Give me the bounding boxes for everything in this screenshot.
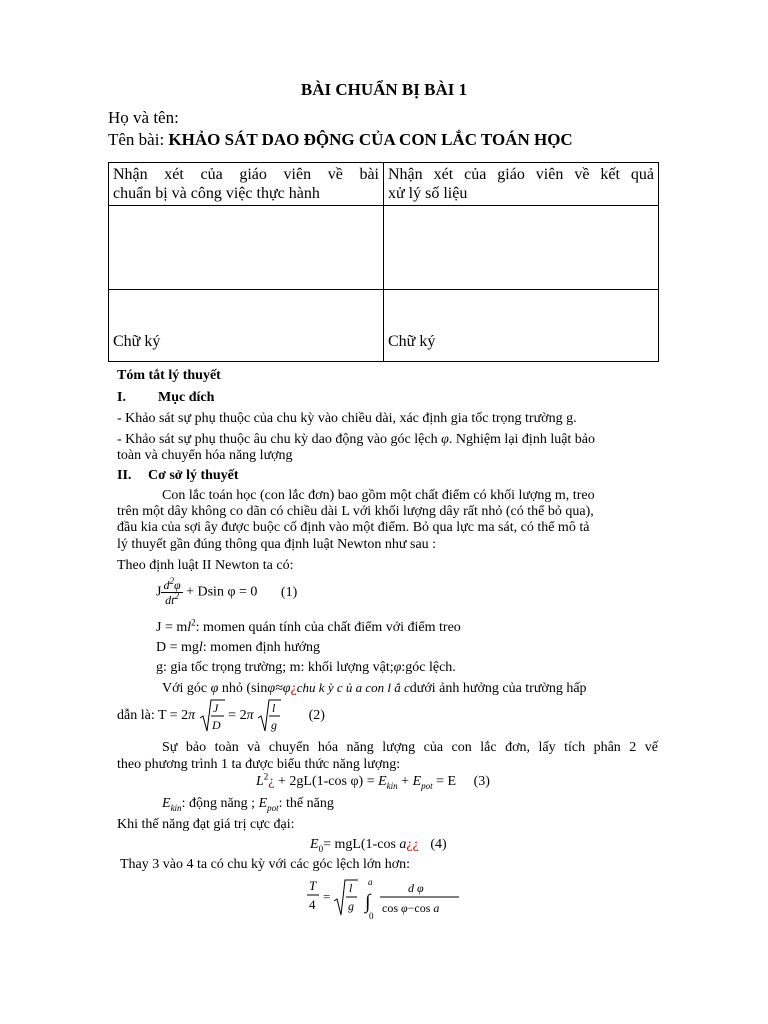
svg-text:=: =: [323, 889, 331, 904]
comment-box-results: [384, 206, 659, 290]
equation-1: J $\frac{d^2\varphi}{dt^2}$ + Dsin φ = 0 (1): [156, 576, 298, 607]
purpose-item-2-cont: toàn và chuyển hóa năng lượng: [117, 448, 293, 463]
j-definition: $J = ml^2$: momen quán tính của chất điểm với điểm treo: [156, 617, 461, 635]
equation-2: dẫn là: T = 2π J D = 2π l g (2): [117, 698, 325, 734]
period-integral-formula: [306, 875, 466, 923]
d-definition: D = mgl: momen định hướng: [156, 640, 321, 655]
teacher-comment-results-header: Nhận xét của giáo viên về kết quả xử lý số liệu: [384, 163, 659, 206]
theory-heading: Tóm tắt lý thuyết: [117, 368, 221, 383]
equation-2-number: (2): [308, 708, 325, 723]
small-angle-line: Với góc φ nhỏ (sinφ≈φ¿chu k ỳ c ủ a con l ắ cdưới ảnh hưởng của trường hấp: [162, 680, 587, 696]
svg-text:cos φ−cos a: cos φ−cos a: [382, 901, 440, 915]
sqrt-icon: [257, 698, 281, 734]
equation-3: $L^2¿ + 2gL(1-\cos$ $\varphi) = E_{kin} + E_{pot} = E$ (3): [256, 771, 490, 791]
signature-cell-2: [384, 290, 659, 362]
svg-text:4: 4: [309, 897, 316, 912]
grading-table: [108, 162, 659, 362]
energy-para: theo phương trình 1 ta được biểu thức năng lượng:: [117, 757, 401, 772]
energy-definitions: $E_{kin}$: động năng ; $E_{pot}$: thế năng: [162, 796, 334, 813]
equation-4: $E_0= mgL(1-\cos$ a¿¿ (4): [310, 837, 447, 854]
equation-3-number: (3): [473, 774, 490, 789]
svg-text:d φ: d φ: [408, 881, 424, 895]
max-potential-line: Khi thế năng đạt giá trị cực đại:: [117, 817, 295, 832]
svg-text:g: g: [271, 718, 278, 732]
svg-text:∫: ∫: [365, 891, 371, 913]
svg-text:J: J: [212, 701, 218, 715]
comment-box-practice: [109, 206, 384, 290]
teacher-comment-practice-header: Nhận xét của giáo viên về bài chuẩn bị và công việc thực hành: [109, 163, 384, 206]
equation-4-number: (4): [430, 837, 447, 852]
svg-text:D: D: [211, 718, 221, 732]
purpose-item-1: - Khảo sát sự phụ thuộc của chu kỳ vào chiều dài, xác định gia tốc trọng trường g.: [117, 411, 577, 426]
newton-intro: Theo định luật II Newton ta có:: [117, 558, 294, 573]
svg-text:g: g: [348, 899, 354, 913]
section-2-heading: II. Cơ sở lý thuyết: [117, 468, 239, 483]
name-label: Họ và tên:: [108, 108, 179, 127]
theory-para-1: Con lắc toán học (con lắc đơn) bao gồm một chất điểm có khối lượng m, treo: [162, 488, 595, 503]
theory-para-1: đầu kia của sợi ây được buộc cố định vào một điểm. Bỏ qua lực ma sát, có thể mô tả: [117, 520, 590, 535]
large-angle-line: Thay 3 vào 4 ta có chu kỳ với các góc lệch lớn hơn:: [120, 857, 411, 872]
section-1-heading: I. Mục đích: [117, 390, 215, 405]
lesson-title: KHẢO SÁT DAO ĐỘNG CỦA CON LẮC TOÁN HỌC: [168, 130, 573, 149]
equation-1-number: (1): [280, 584, 298, 600]
energy-para: Sự bảo toàn và chuyển hóa năng lượng của con lắc đơn, lấy tích phân 2 vế: [162, 740, 658, 755]
svg-text:0: 0: [369, 911, 374, 921]
signature-label: Chữ ký: [113, 333, 161, 350]
signature-label: Chữ ký: [388, 333, 436, 350]
page-title: BÀI CHUẨN BỊ BÀI 1: [300, 80, 468, 99]
svg-text:a: a: [368, 877, 373, 887]
svg-text:T: T: [309, 878, 317, 893]
purpose-item-2: - Khảo sát sự phụ thuộc âu chu kỳ dao động vào góc lệch φ. Nghiệm lại định luật bảo: [117, 432, 596, 447]
signature-cell-1: [109, 290, 384, 362]
sqrt-icon: [199, 698, 225, 734]
lesson-line: [108, 130, 573, 150]
theory-para-1: lý thuyết gần đúng thông qua định luật Newton như sau :: [117, 537, 437, 552]
svg-text:l: l: [272, 701, 276, 715]
theory-para-1: trên một dây không co dãn có chiều dài L với khối lượng dây rất nhỏ (có thể bỏ qua),: [117, 504, 594, 519]
g-definition: g: gia tốc trọng trường; m: khối lượng vật;φ:góc lệch.: [156, 660, 456, 675]
lesson-label: Tên bài:: [108, 130, 165, 149]
svg-text:l: l: [349, 881, 353, 895]
